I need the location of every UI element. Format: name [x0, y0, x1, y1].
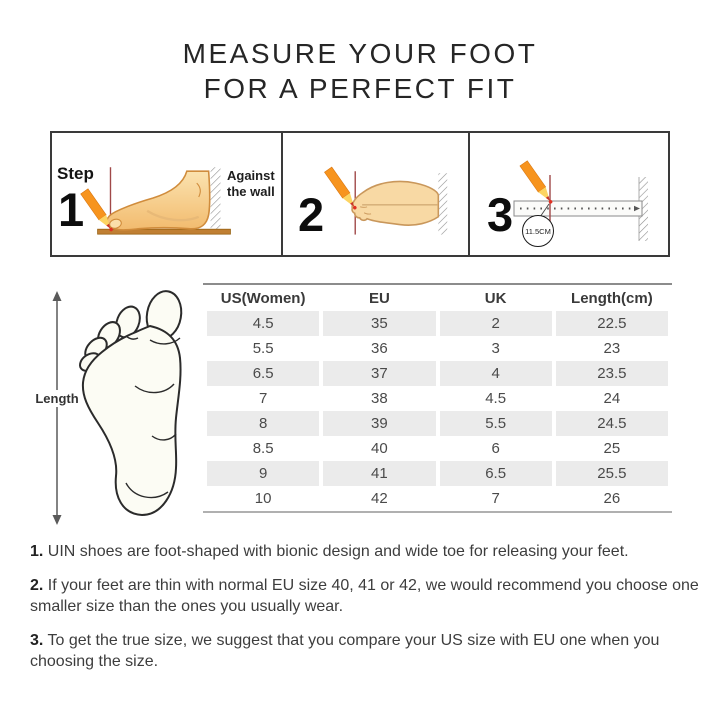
- wall-hatch-icon: [438, 173, 447, 234]
- notes-section: [30, 541, 715, 685]
- table-row: [207, 486, 668, 511]
- foot-top-illustration: [352, 181, 438, 225]
- step-1-number: 1: [58, 183, 85, 236]
- table-cell: 8: [207, 411, 319, 436]
- table-cell: 2: [440, 311, 552, 336]
- table-cell: 10: [254, 490, 272, 507]
- note-1: [30, 541, 702, 562]
- table-cell: 36: [371, 340, 388, 357]
- table-cell: 7: [491, 490, 500, 507]
- measurement-badge: 11.5CM: [522, 215, 554, 247]
- column-header-us: US(Women): [220, 289, 306, 307]
- step-3-panel: [470, 133, 668, 255]
- page-title: [0, 36, 720, 106]
- steps-panel: [50, 131, 670, 257]
- page-title-line1: MEASURE YOUR FOOT: [182, 38, 538, 69]
- step-3-number: 3: [487, 188, 514, 241]
- length-axis-label: Length: [32, 390, 82, 407]
- note-2-number: 2.: [30, 577, 44, 594]
- table-cell: 7: [258, 390, 268, 407]
- table-cell: 26: [603, 490, 621, 507]
- length-arrow: [53, 291, 62, 525]
- table-cell: 4.5: [207, 311, 319, 336]
- column-header-uk: UK: [484, 289, 507, 307]
- table-cell: 9: [207, 461, 319, 486]
- table-cell: 4.5: [485, 390, 507, 407]
- note-1-number: 1.: [30, 543, 44, 560]
- note-3: [30, 630, 702, 672]
- table-header-row: [207, 285, 668, 311]
- note-2: [30, 575, 702, 617]
- step-word-label: Step: [57, 164, 94, 183]
- note-1-text: UIN shoes are foot-shaped with bionic design and wide toe for releasing your feet.: [47, 543, 629, 560]
- table-cell: 22.5: [556, 311, 668, 336]
- table-cell: 35: [323, 311, 435, 336]
- note-3-number: 3.: [30, 632, 44, 649]
- table-cell: 6.5: [440, 461, 552, 486]
- step-1-panel: [52, 133, 283, 255]
- table-cell: 6.5: [207, 361, 319, 386]
- table-row: [207, 311, 668, 336]
- table-cell: 6: [491, 440, 500, 457]
- page-title-line2: FOR A PERFECT FIT: [203, 73, 517, 104]
- table-cell: 5.5: [440, 411, 552, 436]
- table-cell: 37: [323, 361, 435, 386]
- wall-hatch-icon: [211, 167, 221, 229]
- table-cell: 5.5: [252, 340, 274, 357]
- table-cell: 24.5: [556, 411, 668, 436]
- column-header-eu: EU: [368, 289, 390, 307]
- table-cell: 8.5: [252, 440, 274, 457]
- table-cell: 23.5: [556, 361, 668, 386]
- table-row: [207, 336, 668, 361]
- table-row: [207, 436, 668, 461]
- size-table-body: [207, 311, 668, 511]
- size-chart-section: [0, 278, 720, 538]
- table-row: [207, 411, 668, 436]
- table-cell: 41: [323, 461, 435, 486]
- step-2-number: 2: [298, 188, 325, 241]
- against-wall-label: Against the wall: [227, 168, 275, 199]
- note-2-text: If your feet are thin with normal EU size 40, 41 or 42, we would recommend you choose one smaller size than the ones you usually wear.: [30, 577, 699, 615]
- foot-side-illustration: [107, 171, 210, 230]
- table-row: [207, 361, 668, 386]
- step-2-panel: [283, 133, 470, 255]
- table-cell: 3: [491, 340, 500, 357]
- table-cell: 25.5: [556, 461, 668, 486]
- table-cell: 39: [323, 411, 435, 436]
- table-cell: 38: [371, 390, 388, 407]
- note-3-text: To get the true size, we suggest that you compare your US size with EU one when you choosing the size.: [30, 632, 660, 670]
- table-cell: 23: [603, 340, 621, 357]
- foot-length-diagram: [30, 278, 200, 533]
- size-table: [203, 283, 672, 513]
- table-cell: 25: [603, 440, 621, 457]
- table-cell: 40: [371, 440, 388, 457]
- table-cell: 24: [603, 390, 621, 407]
- table-row: [207, 386, 668, 411]
- table-cell: 4: [440, 361, 552, 386]
- table-cell: 42: [371, 490, 388, 507]
- column-header-length: Length(cm): [571, 289, 653, 307]
- table-row: [207, 461, 668, 486]
